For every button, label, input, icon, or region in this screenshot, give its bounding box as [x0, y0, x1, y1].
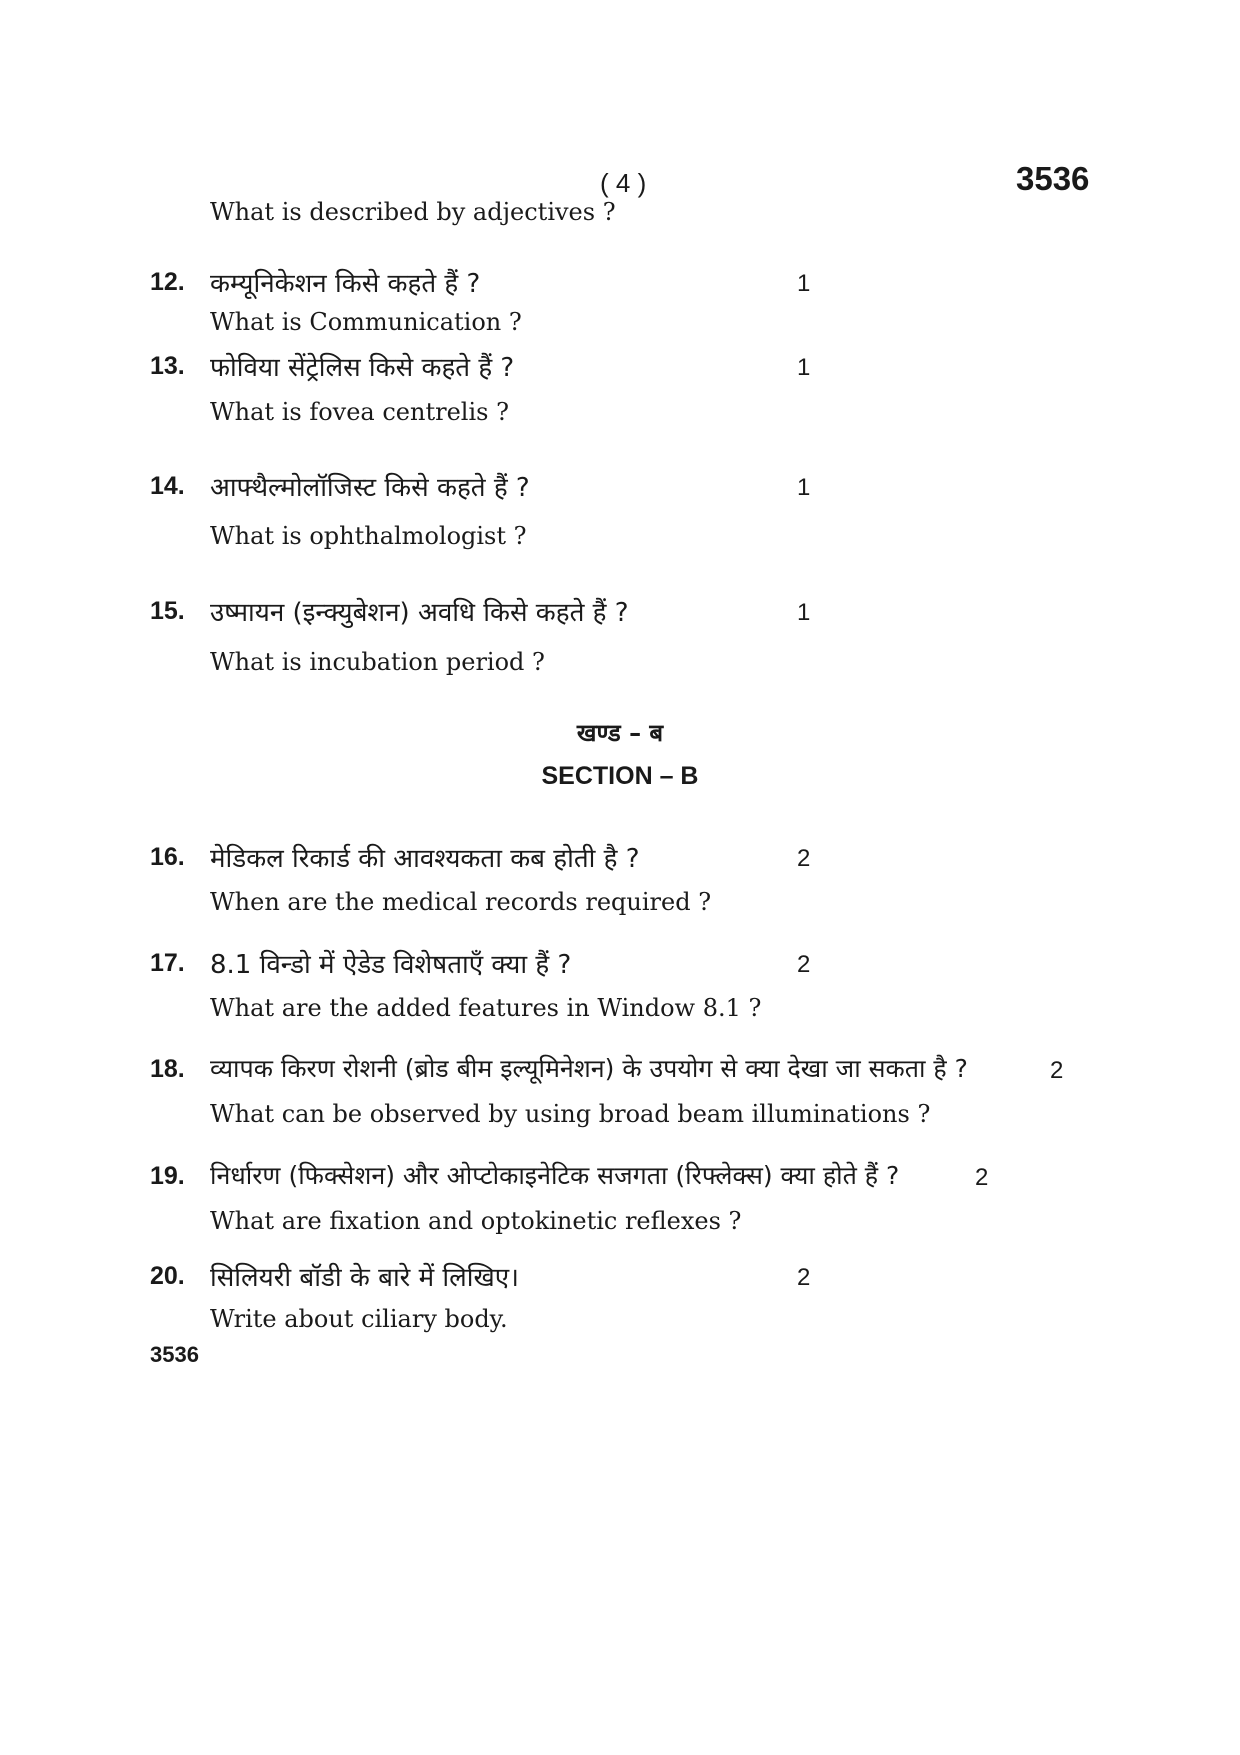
question-13-hindi: फोविया सेंट्रेलिस किसे कहते हैं ?: [210, 353, 515, 383]
question-17-number: 17.: [150, 949, 185, 977]
question-16-number: 16.: [150, 843, 185, 871]
question-12-hindi: कम्यूनिकेशन किसे कहते हैं ?: [210, 269, 481, 299]
question-15-number: 15.: [150, 597, 185, 625]
question-18-number: 18.: [150, 1055, 185, 1083]
question-14-marks: 1: [797, 474, 811, 501]
question-17-english: What are the added features in Window 8.1 ?: [210, 994, 762, 1022]
question-15-english: What is incubation period ?: [210, 648, 545, 676]
question-12-english: What is Communication ?: [210, 308, 522, 336]
question-12-number: 12.: [150, 268, 185, 296]
question-12-marks: 1: [797, 270, 811, 297]
question-20-number: 20.: [150, 1262, 185, 1290]
question-13-english: What is fovea centrelis ?: [210, 398, 509, 426]
question-19-hindi: निर्धारण (फिक्सेशन) और ओप्टोकाइनेटिक सजगता (रिफ्लेक्स) क्या होते हैं ?: [210, 1161, 900, 1190]
section-b-title-english: SECTION – B: [541, 762, 699, 790]
question-19-marks: 2: [975, 1164, 989, 1191]
question-20-marks: 2: [797, 1264, 811, 1291]
question-16-english: When are the medical records required ?: [210, 888, 712, 916]
question-18-english: What can be observed by using broad beam illuminations ?: [210, 1100, 931, 1128]
question-15-marks: 1: [797, 599, 811, 626]
section-b-title-hindi: खण्ड – ब: [576, 719, 664, 747]
page-number: ( 4 ): [600, 168, 647, 198]
question-19-number: 19.: [150, 1162, 185, 1190]
question-11-english-continuation: What is described by adjectives ?: [210, 198, 616, 226]
paper-code-footer: 3536: [150, 1342, 199, 1367]
question-14-hindi: आफ्थैल्मोलॉजिस्ट किसे कहते हैं ?: [210, 473, 530, 503]
paper-code-header: 3536: [1016, 160, 1090, 197]
question-13-number: 13.: [150, 352, 185, 380]
question-19-english: What are fixation and optokinetic reflexes ?: [210, 1207, 742, 1235]
question-16-hindi: मेडिकल रिकार्ड की आवश्यकता कब होती है ?: [210, 844, 640, 874]
question-18-hindi: व्यापक किरण रोशनी (ब्रोड बीम इल्यूमिनेशन) के उपयोग से क्या देखा जा सकता है ?: [210, 1054, 968, 1083]
question-20-english: Write about ciliary body.: [210, 1305, 508, 1333]
question-17-marks: 2: [797, 951, 811, 978]
question-17-hindi: 8.1 विन्डो में ऐडेड विशेषताएँ क्या हैं ?: [210, 950, 572, 980]
question-18-marks: 2: [1050, 1057, 1064, 1084]
question-16-marks: 2: [797, 845, 811, 872]
question-13-marks: 1: [797, 354, 811, 381]
question-14-number: 14.: [150, 472, 185, 500]
question-14-english: What is ophthalmologist ?: [210, 522, 527, 550]
question-15-hindi: उष्मायन (इन्क्युबेशन) अवधि किसे कहते हैं ?: [210, 598, 629, 628]
question-20-hindi: सिलियरी बॉडी के बारे में लिखिए।: [210, 1263, 519, 1293]
